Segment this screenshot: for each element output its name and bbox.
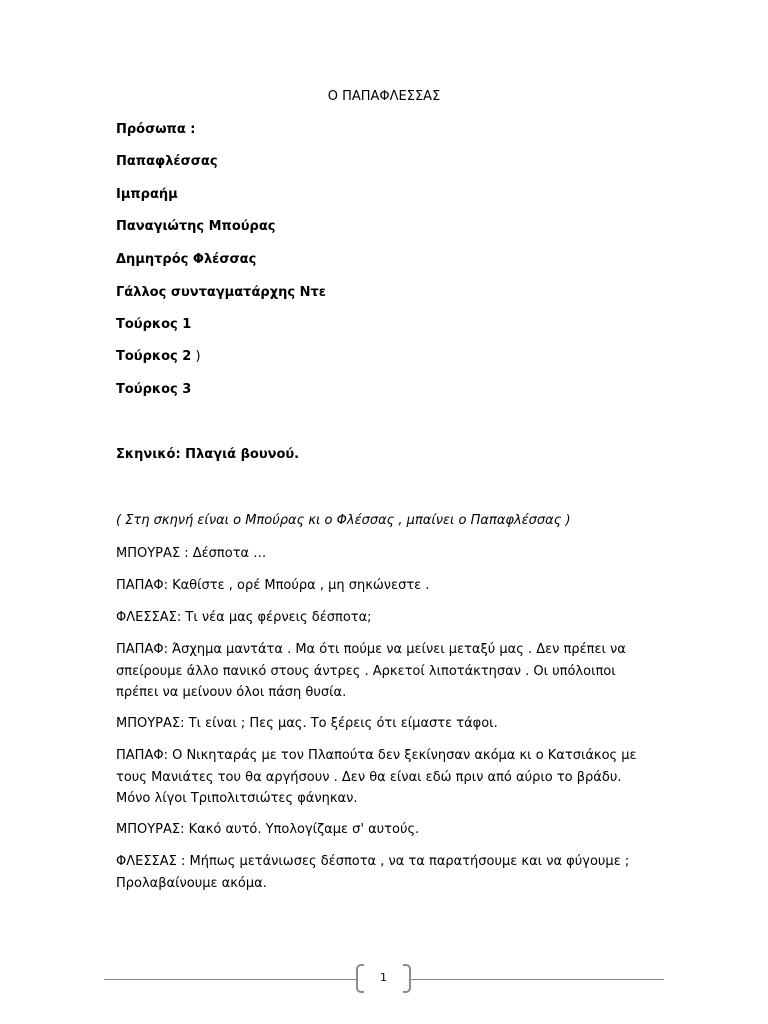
stage-direction: ( Στη σκηνή είναι ο Μπούρας κι ο Φλέσσας , μπαίνει ο Παπαφλέσσας ) <box>116 513 571 528</box>
page-number: 1 <box>380 971 387 984</box>
scene-description: Σκηνικό: Πλαγιά βουνού. <box>116 447 300 462</box>
speaker-name: ΠΑΠΑΦ: <box>116 642 168 657</box>
dialogue-line <box>116 575 656 597</box>
page-number-bracket-left <box>356 964 364 993</box>
cast-member: Δημητρός Φλέσσας <box>116 252 257 267</box>
dialogue-line <box>116 851 656 894</box>
dialogue-text: Άσχημα μαντάτα . Μα ότι πούμε να μείνει μεταξύ μας . Δεν πρέπει να σπείρουμε άλλο πανικό στους άντρες . Αρκετοί λιποτάκτησαν . Οι υπόλοιποι πρέπει να μείνουν όλοι πάση θυσία. <box>116 642 626 700</box>
cast-member: Τούρκος 3 <box>116 382 192 397</box>
speaker-name: ΠΑΠΑΦ: <box>116 578 168 593</box>
dialogue-line <box>116 607 656 629</box>
page-number-bracket-right <box>403 964 411 993</box>
cast-heading: Πρόσωπα : <box>116 122 196 137</box>
speaker-name: ΜΠΟΥΡΑΣ : <box>116 546 189 561</box>
dialogue-line <box>116 543 656 565</box>
cast-member-suffix: ) <box>191 349 201 364</box>
dialogue-text: Δέσποτα … <box>188 546 267 561</box>
dialogue-text: Τι είναι ; Πες μας. Το ξέρεις ότι είμαστε τάφοι. <box>184 716 498 731</box>
dialogue-text: Μήπως μετάνιωσες δέσποτα , να τα παρατήσουμε και να φύγουμε ; Προλαβαίνουμε ακόμα. <box>116 854 630 891</box>
dialogue-text: Κακό αυτό. Υπολογίζαμε σ' αυτούς. <box>184 822 420 837</box>
dialogue-line <box>116 713 656 735</box>
dialogue-text: Ο Νικηταράς με τον Πλαπούτα δεν ξεκίνησαν ακόμα κι ο Κατσιάκος με τους Μανιάτες του θα αργήσουν . Δεν θα είναι εδώ πριν από αύριο το βράδυ. Μόνο λίγοι Τριπολιτσιώτες φάνηκαν. <box>116 748 637 806</box>
speaker-name: ΦΛΕΣΣΑΣ : <box>116 854 186 869</box>
cast-member: Παναγιώτης Μπούρας <box>116 219 276 234</box>
cast-member: Παπαφλέσσας <box>116 154 218 169</box>
cast-member: Τούρκος 2 <box>116 349 192 364</box>
document-title: Ο ΠΑΠΑΦΛΕΣΣΑΣ <box>327 89 441 104</box>
cast-member: Γάλλος συνταγματάρχης Ντε <box>116 285 326 300</box>
cast-member-line <box>116 348 201 366</box>
speaker-name: ΠΑΠΑΦ: <box>116 748 168 763</box>
footer-rule-left <box>104 979 356 980</box>
dialogue-text: Καθίστε , ορέ Μπούρα , μη σηκώνεστε . <box>167 578 430 593</box>
speaker-name: ΦΛΕΣΣΑΣ: <box>116 610 182 625</box>
dialogue-line <box>116 745 656 810</box>
speaker-name: ΜΠΟΥΡΑΣ: <box>116 716 185 731</box>
cast-member: Τούρκος 1 <box>116 317 192 332</box>
dialogue-line <box>116 639 656 704</box>
speaker-name: ΜΠΟΥΡΑΣ: <box>116 822 185 837</box>
dialogue-text: Τι νέα μας φέρνεις δέσποτα; <box>181 610 372 625</box>
cast-member: Ιμπραήμ <box>116 187 178 202</box>
dialogue-line <box>116 819 656 841</box>
footer-rule-right <box>411 979 664 980</box>
